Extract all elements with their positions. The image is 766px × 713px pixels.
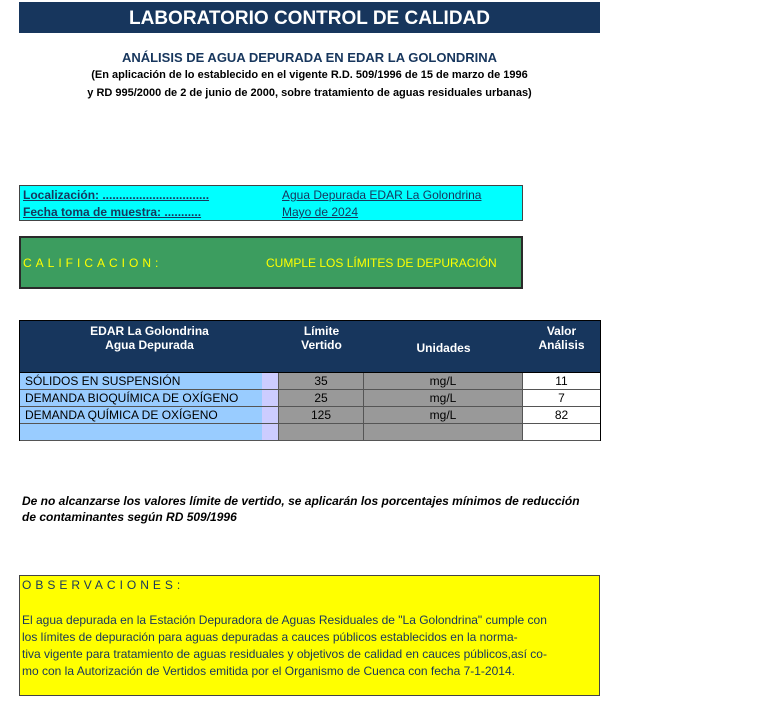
header-plant-line-1: EDAR La Golondrina [90,324,209,338]
parameter-unit-empty [364,424,523,441]
header-value-line-2: Análisis [538,338,585,352]
analysis-table [19,320,601,441]
parameter-name: DEMANDA QUÍMICA DE OXÍGENO [20,407,279,424]
header-units: Unidades [416,341,471,355]
parameter-name: DEMANDA BIOQUÍMICA DE OXÍGENO [20,390,279,407]
table-row [20,373,600,390]
parameter-value: 11 [523,373,600,390]
fecha-value: Mayo de 2024 [282,205,359,219]
reduction-note-line-1: De no alcanzarse los valores límite de vertido, se aplicarán los porcentajes mínimos de reducción [22,494,580,508]
header-limit-line-1: Límite [303,324,340,338]
observaciones-box [19,575,600,696]
header-cell-value [523,321,600,375]
calificacion-label: CALIFICACION: [23,256,163,270]
header-cell-limit [279,321,365,375]
parameter-value-empty [523,424,600,441]
header-limit-line-2: Vertido [301,338,342,352]
legal-reference-line-2: y RD 995/2000 de 2 de junio de 2000, sobre tratamiento de aguas residuales urbanas) [87,87,532,99]
observaciones-line-2: los límites de depuración para aguas depuradas a cauces públicos establecidos en la norma- [22,630,518,644]
header-plant-line-2: Agua Depurada [105,338,194,352]
parameter-limit: 25 [279,390,364,407]
reduction-note-line-2: de contaminantes según RD 509/1996 [22,510,237,524]
page-title: LABORATORIO CONTROL DE CALIDAD [19,2,600,33]
parameter-value: 7 [523,390,600,407]
table-row-empty [20,424,600,441]
fecha-label: Fecha toma de muestra: ........... [23,205,202,219]
parameter-unit: mg/L [364,373,523,390]
parameter-limit: 35 [279,373,364,390]
localizacion-label: Localización: ................................ [23,188,210,202]
localizacion-value: Agua Depurada EDAR La Golondrina [282,188,482,202]
location-box [19,185,523,221]
reduction-note [22,493,632,525]
parameter-value: 82 [523,407,600,424]
observaciones-text [22,612,597,680]
calificacion-value: CUMPLE LOS LÍMITES DE DEPURACIÓN [266,256,497,270]
table-row [20,407,600,424]
observaciones-title: OBSERVACIONES: [22,578,185,592]
parameter-unit: mg/L [364,390,523,407]
parameter-name: SÓLIDOS EN SUSPENSIÓN [20,373,279,390]
observaciones-line-3: tiva vigente para tratamiento de aguas residuales y objetivos de calidad en cauces públicos,así co- [22,647,547,661]
parameter-name-empty [20,424,279,441]
header-cell-plant [20,321,280,375]
parameter-limit-empty [279,424,364,441]
parameter-unit: mg/L [364,407,523,424]
observaciones-line-1: El agua depurada en la Estación Depuradora de Aguas Residuales de "La Golondrina" cumple con [22,613,547,627]
table-row [20,390,600,407]
observaciones-line-4: mo con la Autorización de Vertidos emitida por el Organismo de Cuenca con fecha 7-1-2014. [22,664,515,678]
legal-reference-line-1: (En aplicación de lo establecido en el vigente R.D. 509/1996 de 15 de marzo de 1996 [91,69,528,81]
parameter-limit: 125 [279,407,364,424]
page-subtitle: ANÁLISIS DE AGUA DEPURADA EN EDAR LA GOLONDRINA [121,50,498,65]
calificacion-box [19,236,523,289]
header-value-line-1: Valor [546,324,577,338]
